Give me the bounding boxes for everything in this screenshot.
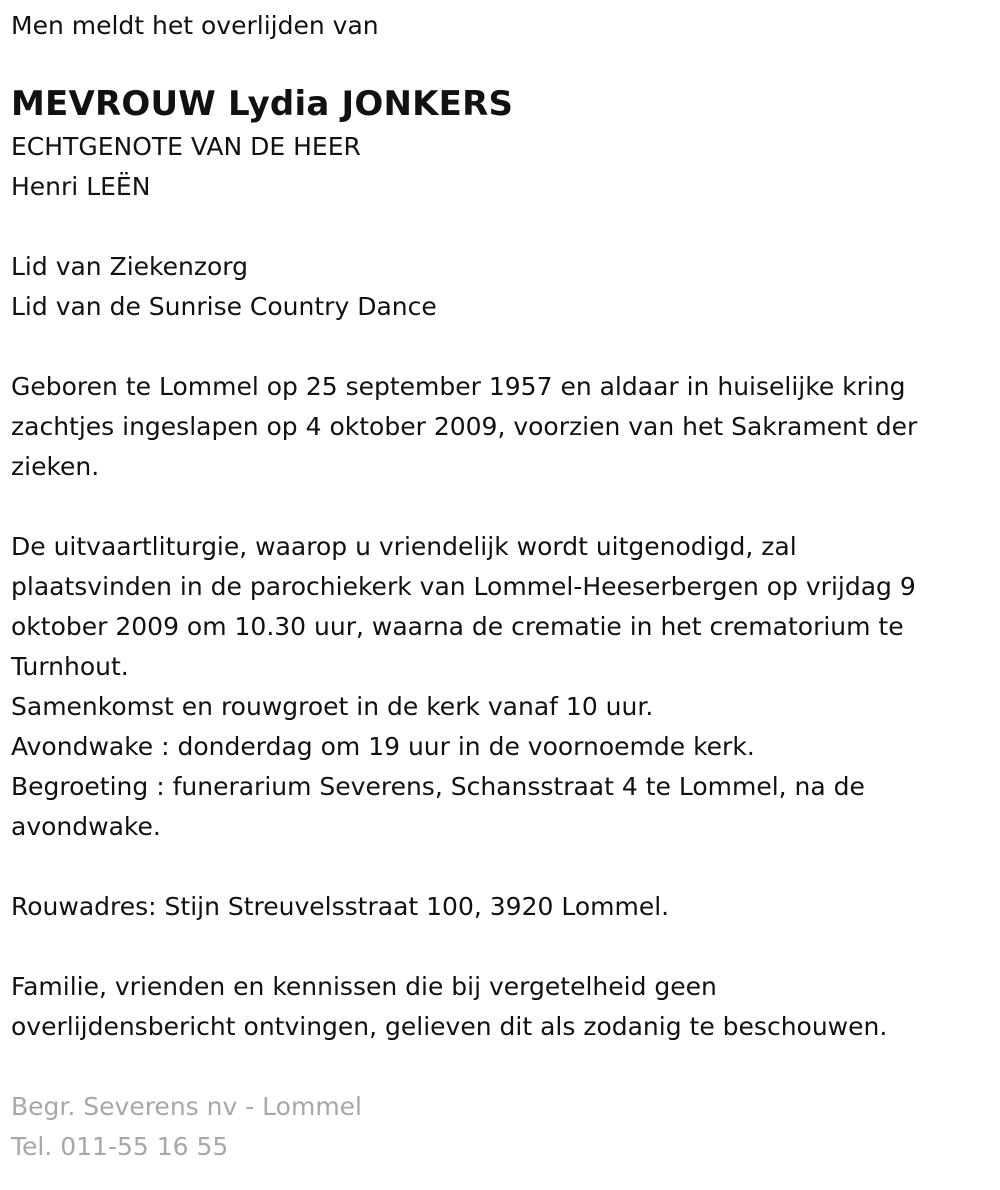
spouse-name: Henri LEËN <box>11 172 151 201</box>
membership-line: Lid van Ziekenzorg <box>11 252 248 281</box>
paragraph-line: zieken. <box>11 452 100 481</box>
paragraph-line: Begroeting : funerarium Severens, Schansstraat 4 te Lommel, na de <box>11 772 865 801</box>
birth-death-paragraph <box>11 367 1000 487</box>
spacer <box>11 327 1000 367</box>
intro-text: Men meldt het overlijden van <box>11 11 379 40</box>
spacer <box>11 487 1000 527</box>
spacer <box>11 1047 1000 1087</box>
phone-number: Tel. 011-55 16 55 <box>11 1132 229 1161</box>
paragraph-line: Samenkomst en rouwgroet in de kerk vanaf 10 uur. <box>11 692 654 721</box>
paragraph-line: zachtjes ingeslapen op 4 oktober 2009, voorzien van het Sakrament der <box>11 412 918 441</box>
spacer <box>11 207 1000 247</box>
paragraph-line: De uitvaartliturgie, waarop u vriendelijk wordt uitgenodigd, zal <box>11 532 797 561</box>
paragraph-line: overlijdensbericht ontvingen, gelieven dit als zodanig te beschouwen. <box>11 1012 888 1041</box>
spacer <box>11 847 1000 887</box>
membership-line: Lid van de Sunrise Country Dance <box>11 292 437 321</box>
paragraph-line: Turnhout. <box>11 652 129 681</box>
funeral-home: Begr. Severens nv - Lommel <box>11 1092 363 1121</box>
spouse-title: ECHTGENOTE VAN DE HEER <box>11 132 361 161</box>
ceremony-paragraph <box>11 527 1000 847</box>
paragraph-line: avondwake. <box>11 812 161 841</box>
footer <box>11 1087 1000 1167</box>
paragraph-line: oktober 2009 om 10.30 uur, waarna de crematie in het crematorium te <box>11 612 904 641</box>
mourning-address: Rouwadres: Stijn Streuvelsstraat 100, 3920 Lommel. <box>11 892 670 921</box>
deceased-name: MEVROUW Lydia JONKERS <box>11 84 514 124</box>
closing-paragraph <box>11 967 1000 1047</box>
paragraph-line: Familie, vrienden en kennissen die bij vergetelheid geen <box>11 972 717 1001</box>
paragraph-line: Avondwake : donderdag om 19 uur in de voornoemde kerk. <box>11 732 755 761</box>
memberships <box>11 247 1000 327</box>
paragraph-line: Geboren te Lommel op 25 september 1957 en aldaar in huiselijke kring <box>11 372 906 401</box>
paragraph-line: plaatsvinden in de parochiekerk van Lommel-Heeserbergen op vrijdag 9 <box>11 572 916 601</box>
death-notice <box>0 6 1000 1190</box>
spacer <box>11 927 1000 967</box>
